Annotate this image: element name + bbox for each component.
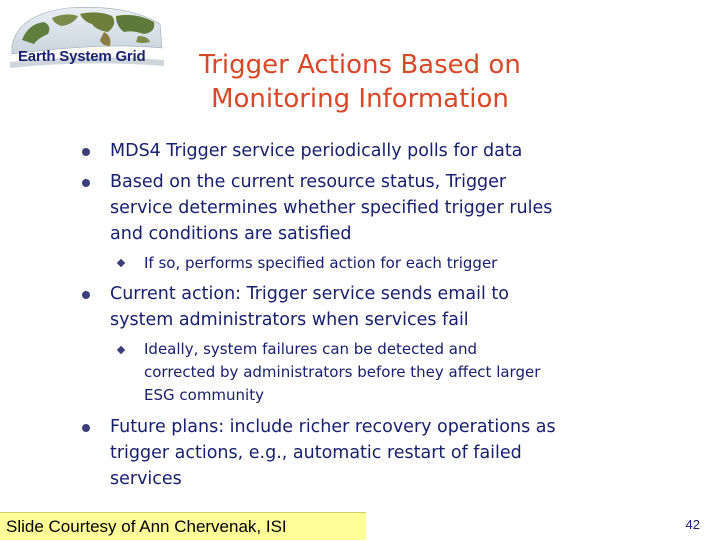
globe-map-icon <box>8 2 166 78</box>
bullet-text: and conditions are satisfied <box>110 224 352 244</box>
bullet-item <box>110 281 650 333</box>
sub-bullet-item <box>144 338 644 407</box>
bullet-dot-icon <box>82 424 92 434</box>
bullet-text: trigger actions, e.g., automatic restart of failed <box>110 443 522 463</box>
sub-bullet-text: Ideally, system failures can be detected and <box>144 340 478 358</box>
bullet-text: services <box>110 469 182 489</box>
bullet-item <box>110 138 650 164</box>
bullet-text: Future plans: include richer recovery operations as <box>110 417 556 437</box>
slide-credit: Slide Courtesy of Ann Chervenak, ISI <box>0 512 366 540</box>
sub-bullet-diamond-icon <box>117 346 126 355</box>
earth-system-grid-logo <box>8 2 166 78</box>
bullet-item <box>110 169 650 247</box>
logo-text: Earth System Grid <box>18 48 146 65</box>
page-number: 42 <box>685 517 700 532</box>
sub-bullet-diamond-icon <box>117 259 126 268</box>
bullet-dot-icon <box>82 291 92 301</box>
sub-bullet-text: corrected by administrators before they affect larger <box>144 363 541 381</box>
title-line: Trigger Actions Based on <box>199 50 521 80</box>
bullet-dot-icon <box>82 148 92 158</box>
bullet-text: Current action: Trigger service sends email to <box>110 284 509 304</box>
title-line: Monitoring Information <box>211 84 509 114</box>
sub-bullet-text: ESG community <box>144 386 264 404</box>
bullet-text: MDS4 Trigger service periodically polls for data <box>110 141 523 161</box>
bullet-item <box>110 414 650 492</box>
bullet-text: system administrators when services fail <box>110 310 469 330</box>
bullet-text: service determines whether specified trigger rules <box>110 198 553 218</box>
sub-bullet-item <box>144 252 644 275</box>
bullet-dot-icon <box>82 179 92 189</box>
slide-title <box>160 48 560 116</box>
bullet-text: Based on the current resource status, Trigger <box>110 172 507 192</box>
sub-bullet-text: If so, performs specified action for each trigger <box>144 254 498 272</box>
